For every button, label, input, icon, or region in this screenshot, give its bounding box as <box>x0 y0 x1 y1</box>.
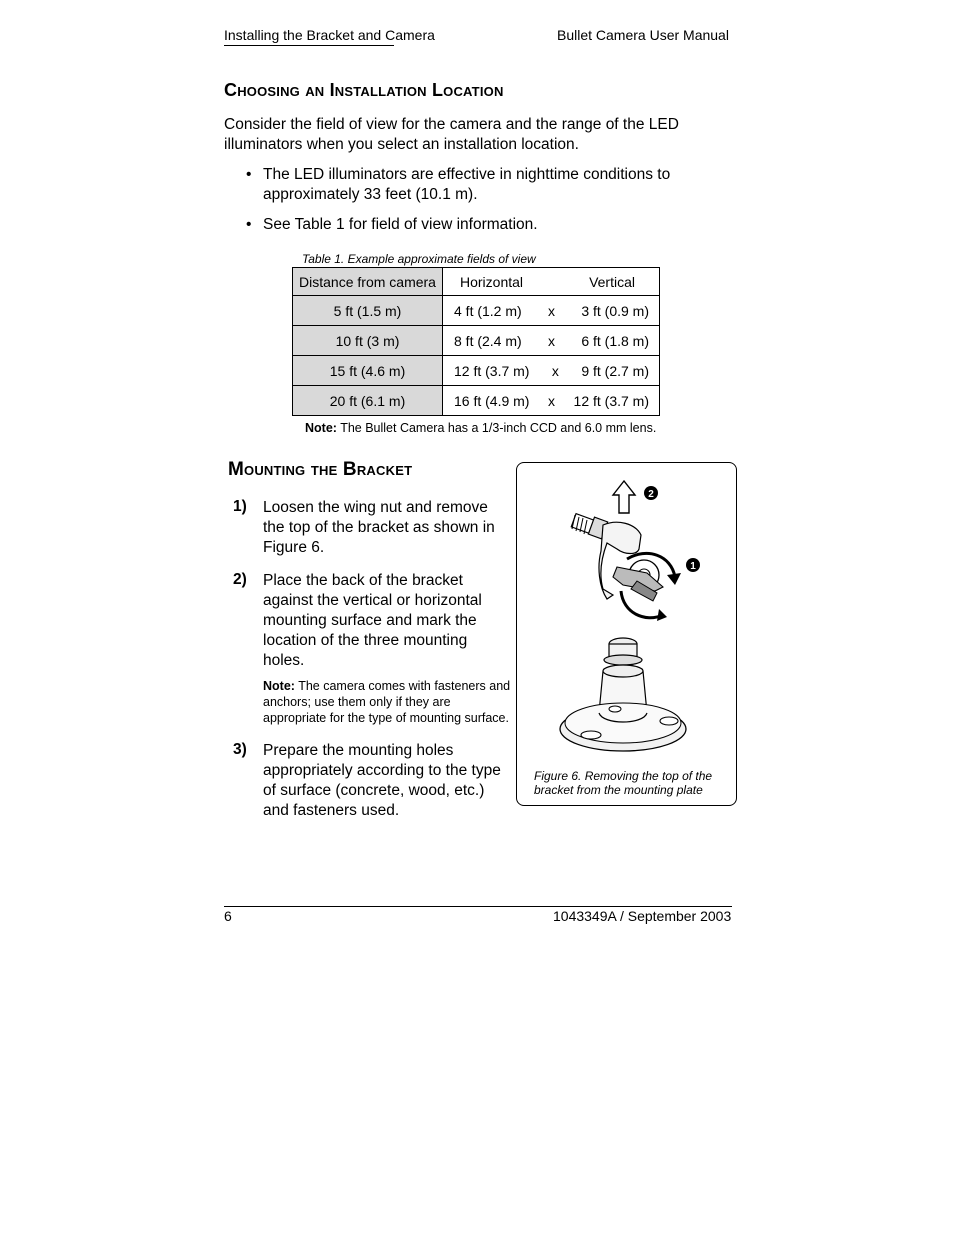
cell-distance: 15 ft (4.6 m) <box>293 356 443 386</box>
cell-times: x <box>548 392 555 409</box>
cell-vertical: 9 ft (2.7 m) <box>581 362 649 379</box>
step-number: 3) <box>233 741 247 758</box>
mounting-plate-icon <box>560 638 686 751</box>
header-horizontal: Horizontal <box>460 273 524 290</box>
step-text: Prepare the mounting holes appropriately according to the type of surface (concrete, wood, etc.) and fasteners used. <box>263 742 501 819</box>
table-row <box>293 296 660 326</box>
figure-box <box>516 462 737 806</box>
step-text: Loosen the wing nut and remove the top of the bracket as shown in Figure 6. <box>263 499 495 556</box>
running-header-left: Installing the Bracket and Camera <box>224 27 435 43</box>
section-title-mounting-bracket: Mounting the Bracket <box>228 459 413 480</box>
cell-horizontal: 4 ft (1.2 m) <box>454 302 522 319</box>
callout-2-label: 2 <box>648 489 654 500</box>
table-row <box>293 386 660 416</box>
cell-times: x <box>548 332 555 349</box>
header-horiz-vert <box>443 268 660 296</box>
cell-horizontal: 8 ft (2.4 m) <box>454 332 522 349</box>
cell-horizontal: 12 ft (3.7 m) <box>454 362 530 379</box>
table-note <box>305 421 656 435</box>
cell-dimensions <box>443 326 660 356</box>
bracket-top-icon <box>599 522 663 601</box>
mounting-note <box>263 678 515 726</box>
running-header-right: Bullet Camera User Manual <box>557 27 729 43</box>
step-number: 1) <box>233 498 247 515</box>
fov-table <box>292 267 660 416</box>
callout-2-icon <box>644 486 658 500</box>
bullet-item <box>246 215 703 235</box>
table-row <box>293 356 660 386</box>
cell-distance: 5 ft (1.5 m) <box>293 296 443 326</box>
bracket-illustration <box>517 463 736 763</box>
table-header-row <box>293 268 660 296</box>
callout-1-label: 1 <box>690 561 696 572</box>
header-rule <box>224 45 394 46</box>
step-text: Place the back of the bracket against the vertical or horizontal mounting surface and mark the location of the three mounting holes. <box>263 572 482 669</box>
callout-1-icon <box>686 558 700 572</box>
cell-distance: 20 ft (6.1 m) <box>293 386 443 416</box>
step-number: 2) <box>233 571 247 588</box>
section-intro-paragraph: Consider the field of view for the camera and the range of the LED illuminators when you select an installation location. <box>224 116 679 153</box>
cell-dimensions <box>443 296 660 326</box>
cell-times: x <box>548 302 555 319</box>
figure-caption: Figure 6. Removing the top of the bracket from the mounting plate <box>534 769 713 797</box>
bullet-dot-icon: • <box>246 216 252 233</box>
header-vertical: Vertical <box>589 273 635 290</box>
cell-dimensions <box>443 356 660 386</box>
bullet-text: See Table 1 for field of view information. <box>263 216 538 233</box>
bullet-dot-icon: • <box>246 166 252 183</box>
cell-vertical: 3 ft (0.9 m) <box>581 302 649 319</box>
footer-rule <box>224 906 732 907</box>
bullet-text: The LED illuminators are effective in nighttime conditions to approximately 33 feet (10.1 m). <box>263 166 671 203</box>
page-number: 6 <box>224 908 232 924</box>
cell-times: x <box>551 362 559 379</box>
table-caption: Table 1. Example approximate fields of view <box>302 252 536 266</box>
mounting-note-label: Note: <box>263 679 295 693</box>
table-note-text: The Bullet Camera has a 1/3-inch CCD and 6.0 mm lens. <box>336 421 657 435</box>
header-distance: Distance from camera <box>293 268 443 296</box>
cell-dimensions <box>443 386 660 416</box>
cell-horizontal: 16 ft (4.9 m) <box>454 392 530 409</box>
cell-distance: 10 ft (3 m) <box>293 326 443 356</box>
up-arrow-icon <box>613 481 635 513</box>
bullet-item <box>246 165 703 205</box>
table-row <box>293 326 660 356</box>
section-title-installation-location: Choosing an Installation Location <box>224 80 504 100</box>
cell-vertical: 6 ft (1.8 m) <box>581 332 649 349</box>
cell-vertical: 12 ft (3.7 m) <box>573 392 649 409</box>
table-note-label: Note: <box>305 421 337 435</box>
document-id: 1043349A / September 2003 <box>553 908 732 924</box>
mounting-note-text: The camera comes with fasteners and anchors; use them only if they are appropriate for the type of mounting surface. <box>263 679 511 725</box>
